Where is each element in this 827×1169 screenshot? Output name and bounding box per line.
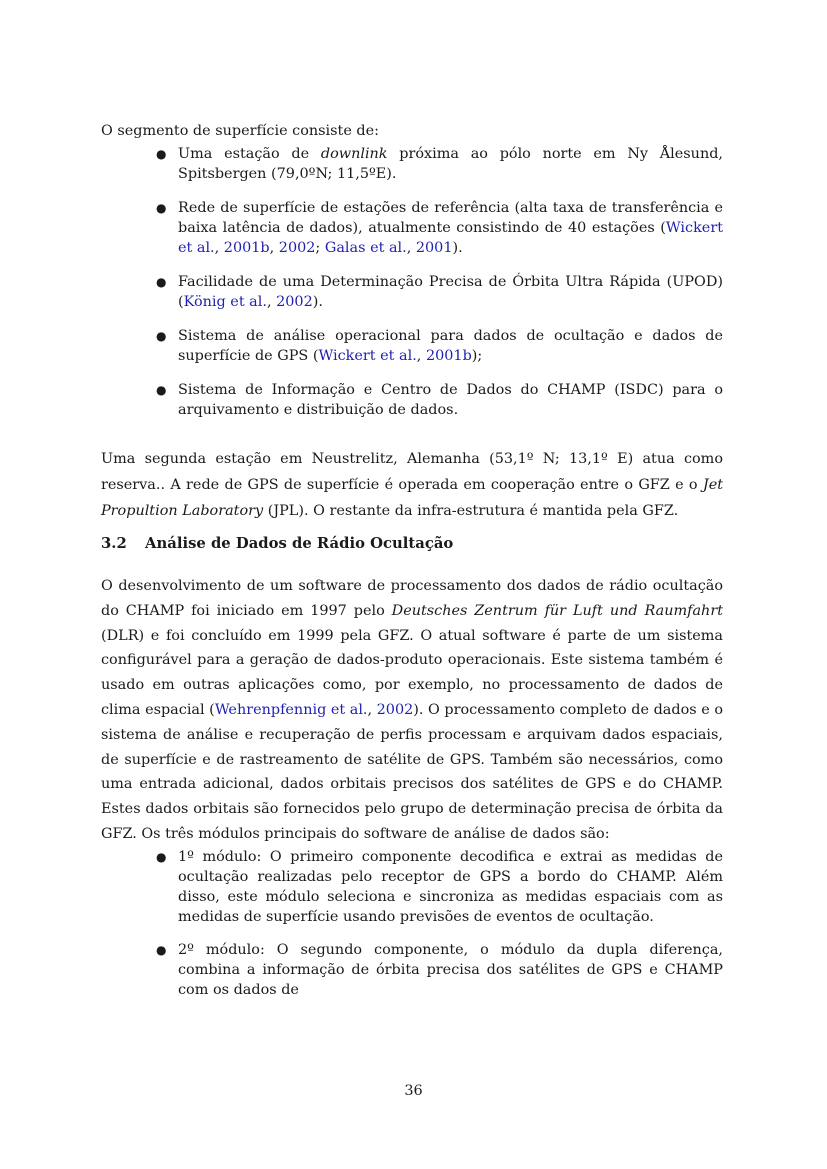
bullet-icon: ● xyxy=(156,275,167,289)
citation-link[interactable]: 2002 xyxy=(276,294,313,310)
citation-link[interactable]: 2001b xyxy=(223,240,270,256)
bullet-icon: ● xyxy=(156,849,167,864)
page-number: 36 xyxy=(404,1083,423,1099)
citation-link[interactable]: 2002 xyxy=(278,240,316,256)
bullet-icon: ● xyxy=(156,201,167,215)
list-item: ● Sistema de análise operacional para dados de ocultação e dados de superfície de GPS (Wickert et al., 2001b); xyxy=(156,328,723,364)
citation-link[interactable]: Wickert et al. xyxy=(318,348,417,364)
list-item: ● Facilidade de uma Determinação Precisa de Órbita Ultra Rápida (UPOD) (König et al., 2002). xyxy=(156,274,723,310)
bullet-icon: ● xyxy=(156,383,167,397)
italic-term: downlink xyxy=(320,146,388,162)
intro-paragraph: O segmento de superfície consiste de: xyxy=(101,123,379,139)
list-item: ● 2º módulo: O segundo componente, o módulo da dupla diferença, combina a informação de órbita precisa dos satélites de GPS e CHAMP com os dados de xyxy=(156,941,723,998)
bullet-icon: ● xyxy=(156,329,167,343)
citation-link[interactable]: Galas et al. xyxy=(324,240,407,256)
citation-link[interactable]: 2002 xyxy=(376,701,414,718)
section-number: 3.2 xyxy=(101,535,127,552)
list-item: ● Rede de superfície de estações de referência (alta taxa de transferência e baixa latência de dados), atualmente consistindo de 40 estações (Wickert et al., 2001b, 2002; Galas et al., 2001). xyxy=(156,200,723,256)
body-paragraph: O desenvolvimento de um software de processamento dos dados de rádio ocultação do CHAMP foi iniciado em 1997 pelo Deutsches Zentrum für Luft und Raumfahrt (DLR) e foi concluído em 1999 pela GFZ. O atual software é parte de um sistema configurável para a geração de dados-produto operacionais. Este sistema também é usado em outras aplicações como, por exemplo, no processamento de dados de clima espacial (Wehrenpfennig et al., 2002). O processamento completo de dados e o sistema de análise e recuperação de perfis processam e arquivam dados espaciais, de superfície e de rastreamento de satélite de GPS. Também são necessários, como uma entrada adicional, dados orbitais precisos dos satélites de GPS e do CHAMP. Estes dados orbitais são fornecidos pelo grupo de determinação precisa de órbita da GFZ. Os três módulos principais do software de análise de dados são: xyxy=(101,578,723,842)
page-content xyxy=(101,118,723,1000)
body-paragraph: Uma segunda estação em Neustrelitz, Alemanha (53,1º N; 13,1º E) atua como reserva.. A rede de GPS de superfície é operada em cooperação entre o GFZ e o Jet Propultion Laboratory (JPL). O restante da infra-estrutura é mantida pela GFZ. xyxy=(101,451,723,519)
citation-link[interactable]: Wickert et al. xyxy=(178,220,723,256)
list-item: ● Sistema de Informação e Centro de Dados do CHAMP (ISDC) para o arquivamento e distribuição de dados. xyxy=(156,382,723,418)
citation-link[interactable]: 2001 xyxy=(415,240,453,256)
bullet-icon: ● xyxy=(156,942,167,957)
surface-segment-list xyxy=(101,144,723,420)
section-heading xyxy=(101,533,723,555)
section-title: Análise de Dados de Rádio Ocultação xyxy=(145,535,454,552)
list-item: ● Uma estação de downlink próxima ao pólo norte em Ny Ålesund, Spitsbergen (79,0ºN; 11,5ºE). xyxy=(156,146,723,182)
citation-link[interactable]: König et al. xyxy=(183,294,267,310)
bullet-icon: ● xyxy=(156,147,167,161)
citation-link[interactable]: Wehrenpfennig et al. xyxy=(214,701,368,718)
italic-term: Jet Propultion Laboratory xyxy=(101,477,723,519)
software-modules-list xyxy=(101,847,723,1000)
list-item: ● 1º módulo: O primeiro componente decodifica e extrai as medidas de ocultação realizadas pelo receptor de GPS a bordo do CHAMP. Além disso, este módulo seleciona e sincroniza as medidas espaciais com as medidas de superfície usando previsões de eventos de ocultação. xyxy=(156,848,723,925)
italic-term: Deutsches Zentrum für Luft und Raumfahrt xyxy=(391,602,723,619)
citation-link[interactable]: 2001b xyxy=(425,348,472,364)
